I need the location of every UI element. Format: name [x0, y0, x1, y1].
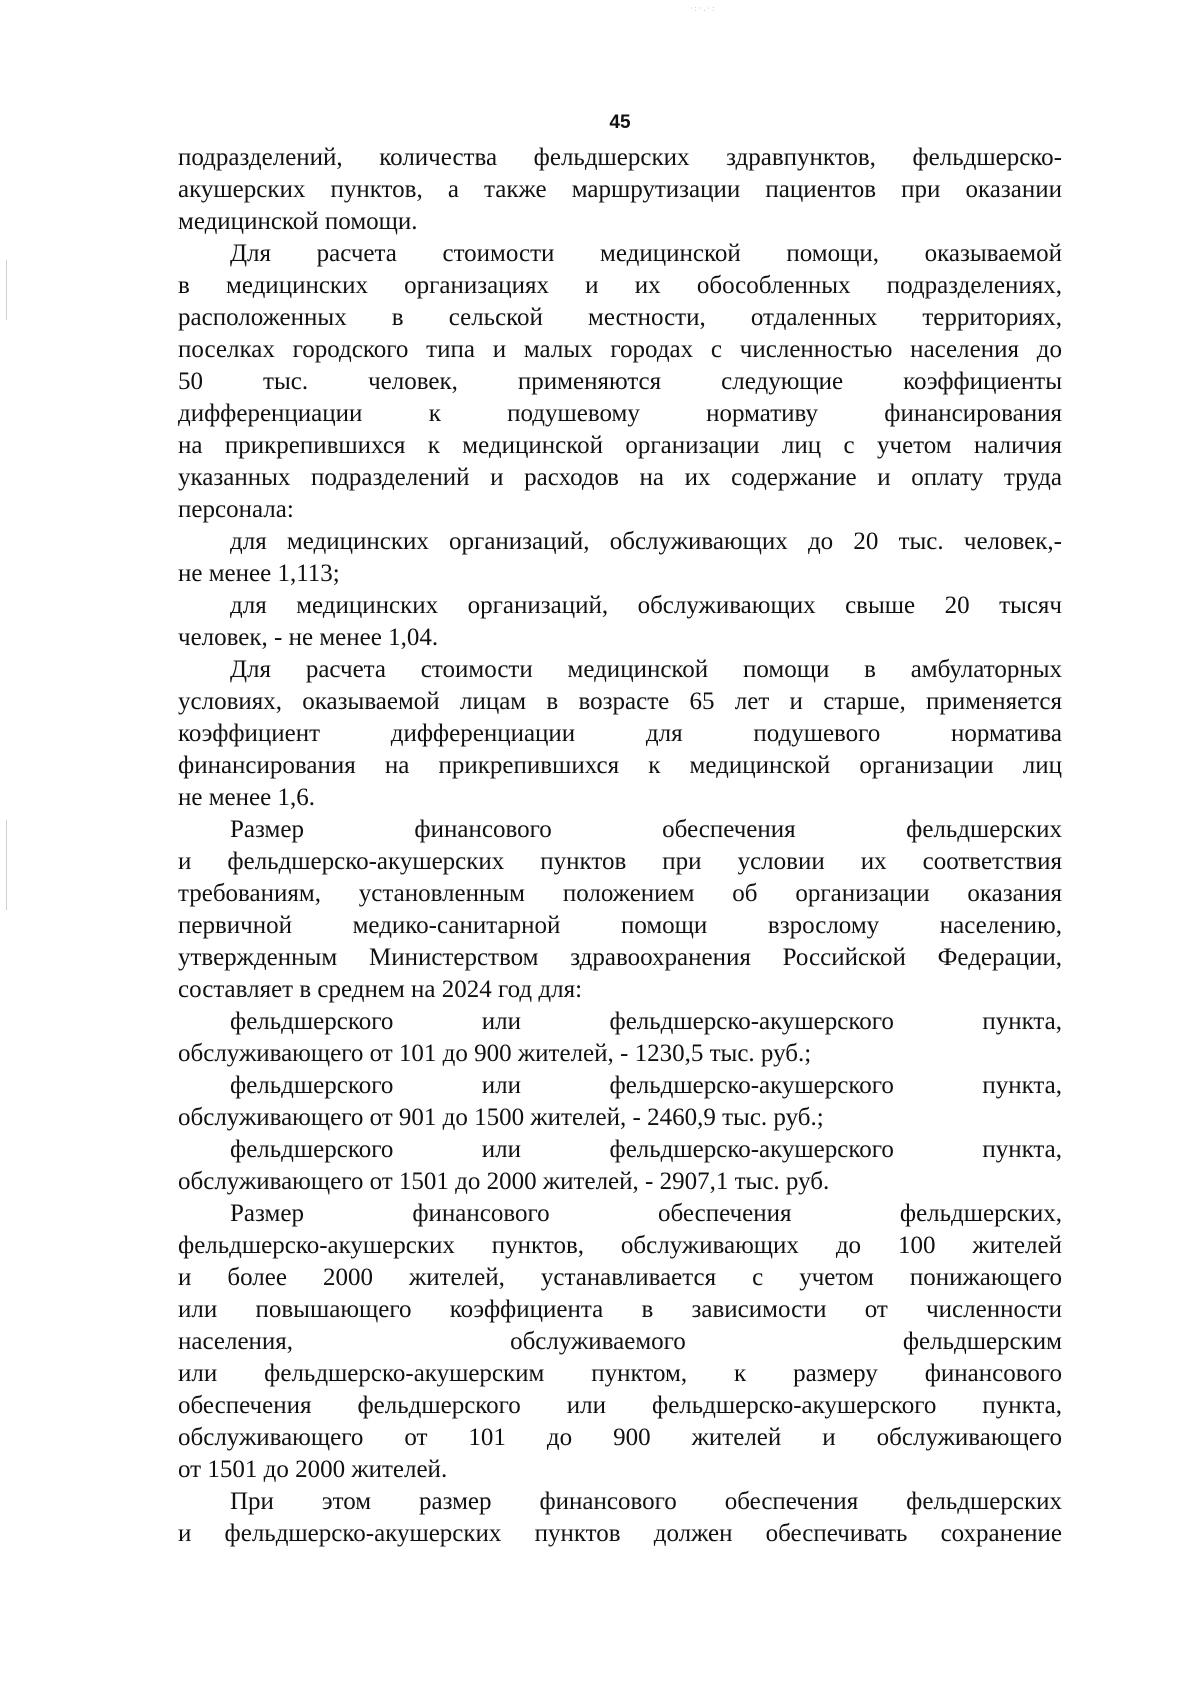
text-line: фельдшерского или фельдшерско-акушерского пункта, [230, 1072, 1062, 1099]
text-line: фельдшерско-акушерских пунктов, обслуживающих до 100 жителей [178, 1232, 1062, 1259]
paragraph [178, 1198, 1062, 1486]
text-line: медицинской помощи. [178, 208, 418, 235]
text-line: фельдшерского или фельдшерско-акушерского пункта, [230, 1008, 1062, 1035]
text-line: поселках городского типа и малых городах с численностью населения до [178, 336, 1062, 363]
text-line: на прикрепившихся к медицинской организации лиц с учетом наличия [178, 432, 1062, 459]
text-line: от 1501 до 2000 жителей. [178, 1456, 448, 1483]
text-line: для медицинских организаций, обслуживающих свыше 20 тысяч [230, 592, 1062, 619]
paragraph [178, 238, 1062, 526]
text-line: и фельдшерско-акушерских пунктов должен обеспечивать сохранение [178, 1520, 1062, 1547]
paragraph [178, 142, 1062, 238]
paragraph [178, 1486, 1062, 1550]
text-line: расположенных в сельской местности, отдаленных территориях, [178, 304, 1062, 331]
text-line: составляет в среднем на 2024 год для: [178, 976, 583, 1003]
text-line: населения, обслуживаемого фельдшерским [178, 1328, 1062, 1355]
text-line: персонала: [178, 496, 294, 523]
text-line: финансирования на прикрепившихся к медицинской организации лиц [178, 752, 1062, 779]
text-line: человек, - не менее 1,04. [178, 624, 439, 651]
text-line: Для расчета стоимости медицинской помощи, оказываемой [230, 240, 1062, 267]
text-line: обеспечения фельдшерского или фельдшерско-акушерского пункта, [178, 1392, 1062, 1419]
text-line: условиях, оказываемой лицам в возрасте 65 лет и старше, применяется [178, 688, 1062, 715]
text-line: Размер финансового обеспечения фельдшерских [230, 816, 1062, 843]
text-line: коэффициент дифференциации для подушевого норматива [178, 720, 1062, 747]
text-line: 50 тыс. человек, применяются следующие коэффициенты [178, 368, 1062, 395]
paragraph [178, 526, 1062, 590]
paragraph [178, 814, 1062, 1006]
text-line: При этом размер финансового обеспечения фельдшерских [230, 1488, 1062, 1515]
paragraph [178, 1006, 1062, 1070]
text-line: и фельдшерско-акушерских пунктов при условии их соответствия [178, 848, 1062, 875]
text-line: обслуживающего от 101 до 900 жителей, - 1230,5 тыс. руб.; [178, 1040, 812, 1067]
paragraph [178, 590, 1062, 654]
paragraph [178, 654, 1062, 814]
text-line: или фельдшерско-акушерским пунктом, к размеру финансового [178, 1360, 1062, 1387]
paragraph [178, 1070, 1062, 1134]
text-line: указанных подразделений и расходов на их содержание и оплату труда [178, 464, 1062, 491]
text-line: утвержденным Министерством здравоохранения Российской Федерации, [178, 944, 1062, 971]
text-line: Для расчета стоимости медицинской помощи в амбулаторных [230, 656, 1062, 683]
text-line: или повышающего коэффициента в зависимости от численности [178, 1296, 1062, 1323]
text-line: дифференциации к подушевому нормативу финансирования [178, 400, 1062, 427]
text-line: обслуживающего от 1501 до 2000 жителей, - 2907,1 тыс. руб. [178, 1168, 830, 1195]
text-line: акушерских пунктов, а также маршрутизации пациентов при оказании [178, 176, 1062, 203]
scan-edge-mark [6, 260, 7, 320]
document-body [178, 142, 1062, 1550]
text-line: не менее 1,6. [178, 784, 315, 811]
scan-artifact: ·:·.·: [690, 4, 717, 13]
text-line: требованиям, установленным положением об организации оказания [178, 880, 1062, 907]
text-line: не менее 1,113; [178, 560, 340, 587]
text-line: первичной медико-санитарной помощи взрослому населению, [178, 912, 1062, 939]
text-line: обслуживающего от 901 до 1500 жителей, - 2460,9 тыс. руб.; [178, 1104, 824, 1131]
scan-edge-mark [6, 820, 7, 910]
text-line: и более 2000 жителей, устанавливается с учетом понижающего [178, 1264, 1062, 1291]
text-line: обслуживающего от 101 до 900 жителей и обслуживающего [178, 1424, 1062, 1451]
text-line: для медицинских организаций, обслуживающих до 20 тыс. человек,- [230, 528, 1062, 555]
page-number: 45 [609, 112, 631, 133]
paragraph [178, 1134, 1062, 1198]
text-line: подразделений, количества фельдшерских здравпунктов, фельдшерско- [178, 144, 1062, 171]
text-line: в медицинских организациях и их обособленных подразделениях, [178, 272, 1062, 299]
text-line: Размер финансового обеспечения фельдшерских, [230, 1200, 1062, 1227]
text-line: фельдшерского или фельдшерско-акушерского пункта, [230, 1136, 1062, 1163]
